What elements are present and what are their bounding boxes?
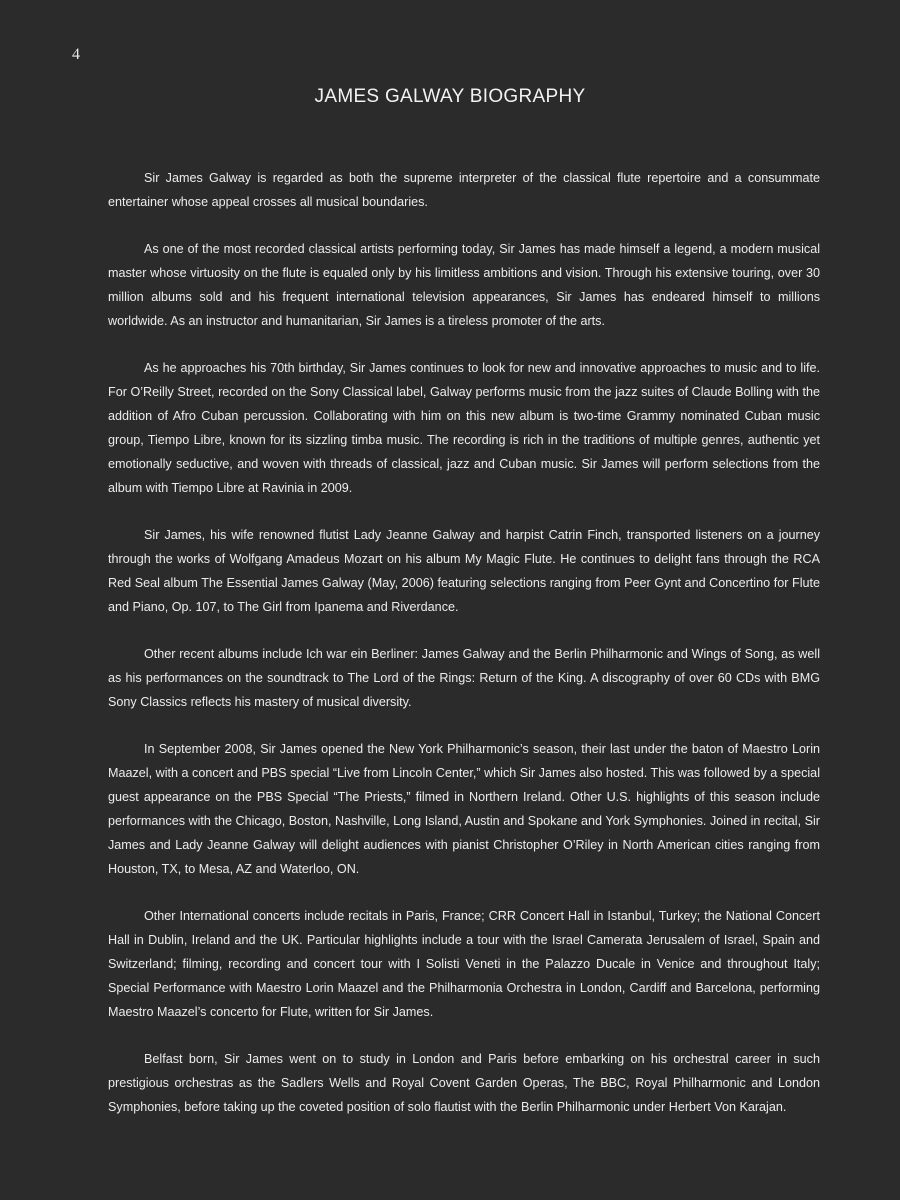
paragraph-recorded-artist: As one of the most recorded classical artists performing today, Sir James has made himself a legend, a modern musical master whose virtuosity on the flute is equaled only by his limitless ambitions and vision. Through his extensive touring, over 30 million albums sold and his frequent international television appearances, Sir James has endeared himself to millions worldwide. As an instructor and humanitarian, Sir James is a tireless promoter of the arts. <box>108 242 820 328</box>
paragraph-new-york-philharmonic: In September 2008, Sir James opened the New York Philharmonic’s season, their last under the baton of Maestro Lorin Maazel, with a concert and PBS special “Live from Lincoln Center,” which Sir James also hosted. This was followed by a special guest appearance on the PBS Special “The Priests,” filmed in Northern Ireland. Other U.S. highlights of this season include performances with the Chicago, Boston, Nashville, Long Island, Austin and Spokane and York Symphonies. Joined in recital, Sir James and Lady Jeanne Galway will delight audiences with pianist Christopher O’Riley in North American cities ranging from Houston, TX, to Mesa, AZ and Waterloo, ON. <box>108 742 820 876</box>
page-number: 4 <box>72 46 80 63</box>
paragraph-recent-albums: Other recent albums include Ich war ein Berliner: James Galway and the Berlin Philharmonic and Wings of Song, as well as his performances on the soundtrack to The Lord of the Rings: Return of the King. A discography of over 60 CDs with BMG Sony Classics reflects his mastery of musical diversity. <box>108 647 820 709</box>
paragraph-magic-flute: Sir James, his wife renowned flutist Lady Jeanne Galway and harpist Catrin Finch, transported listeners on a journey through the works of Wolfgang Amadeus Mozart on his album My Magic Flute. He continues to delight fans through the RCA Red Seal album The Essential James Galway (May, 2006) featuring selections ranging from Peer Gynt and Concertino for Flute and Piano, Op. 107, to The Girl from Ipanema and Riverdance. <box>108 528 820 614</box>
paragraph-intro: Sir James Galway is regarded as both the supreme interpreter of the classical flute repertoire and a consummate entertainer whose appeal crosses all musical boundaries. <box>108 171 820 209</box>
paragraph-belfast-born: Belfast born, Sir James went on to study in London and Paris before embarking on his orchestral career in such prestigious orchestras as the Sadlers Wells and Royal Covent Garden Operas, The BBC, Royal Philharmonic and London Symphonies, before taking up the coveted position of solo flautist with the Berlin Philharmonic under Herbert Von Karajan. <box>108 1052 820 1114</box>
paragraph-70th-birthday: As he approaches his 70th birthday, Sir James continues to look for new and innovative approaches to music and to life. For O’Reilly Street, recorded on the Sony Classical label, Galway performs music from the jazz suites of Claude Bolling with the addition of Afro Cuban percussion. Collaborating with him on this new album is two-time Grammy nominated Cuban music group, Tiempo Libre, known for its sizzling timba music. The recording is rich in the traditions of multiple genres, authentic yet emotionally seductive, and woven with threads of classical, jazz and Cuban music. Sir James will perform selections from the album with Tiempo Libre at Ravinia in 2009. <box>108 361 820 495</box>
paragraph-international-concerts: Other International concerts include recitals in Paris, France; CRR Concert Hall in Istanbul, Turkey; the National Concert Hall in Dublin, Ireland and the UK. Particular highlights include a tour with the Israel Camerata Jerusalem of Israel, Spain and Switzerland; filming, recording and concert tour with I Solisti Veneti in the Palazzo Ducale in Venice and throughout Italy; Special Performance with Maestro Lorin Maazel and the Philharmonia Orchestra in London, Cardiff and Barcelona, performing Maestro Maazel’s concerto for Flute, written for Sir James. <box>108 909 820 1019</box>
biography-body <box>108 166 820 1142</box>
page-title: JAMES GALWAY BIOGRAPHY <box>314 86 586 107</box>
